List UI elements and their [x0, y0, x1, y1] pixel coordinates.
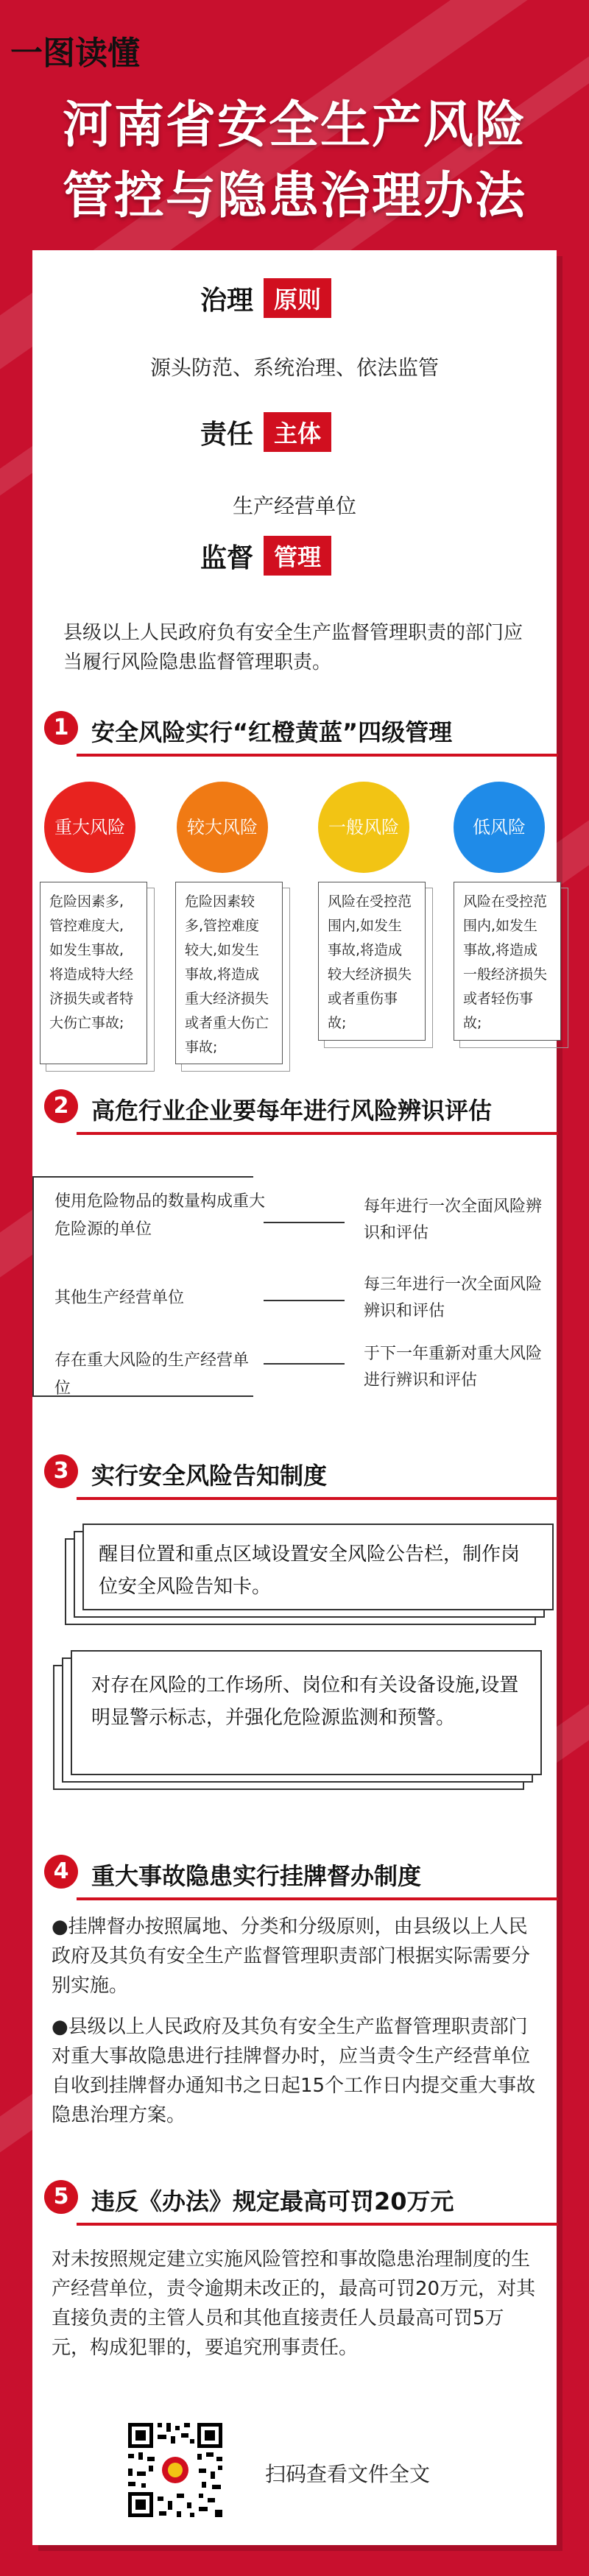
risk-level-large: 较大风险: [177, 782, 268, 873]
section-underline: [77, 1132, 558, 1135]
notice-card: [71, 1650, 542, 1775]
supervision-paragraph: ●挂牌督办按照属地、分类和分级原则，由县级以上人民政府及其负有安全生产监督管理职责部门根据实际需要分别实施。: [52, 1916, 531, 1997]
qr-caption: 扫码查看文件全文: [265, 2462, 431, 2486]
principle-label: 监督: [200, 542, 254, 573]
notice-card: [82, 1524, 554, 1610]
principle-text: 源头防范、系统治理、依法监管: [149, 355, 439, 380]
risk-level-general: 一般风险: [318, 782, 409, 873]
section-number: 1: [44, 711, 78, 745]
section-title: 实行安全风险告知制度: [91, 1462, 328, 1490]
section-title: 高危行业企业要每年进行风险辨识评估: [91, 1097, 493, 1125]
page-title-line1: 河南省安全生产风险: [62, 96, 526, 155]
risk-desc-large: 危险因素较多,管控难度较大,如发生事故,将造成重大经济损失或者重大伤亡事故;: [175, 882, 283, 1064]
notice-text: 醒目位置和重点区域设置安全风险公告栏，制作岗位安全风险告知卡。: [99, 1543, 521, 1598]
principle-text: 县级以上人民政府负有安全生产监督管理职责的部门应当履行风险隐患监督管理职责。: [63, 622, 523, 673]
section-number: 2: [44, 1089, 78, 1123]
risk-level-major: 重大风险: [44, 782, 135, 873]
connector-line: [264, 1300, 345, 1301]
principle-tag: 主体: [264, 412, 331, 452]
risk-desc-general: 风险在受控范围内,如发生事故,将造成较大经济损失或者重伤事故;: [318, 882, 426, 1041]
section-underline: [77, 1497, 558, 1500]
bracket-top: [32, 1176, 253, 1178]
principle-governance: [200, 278, 331, 318]
section-underline: [77, 754, 558, 757]
principle-tag: 原则: [264, 278, 331, 318]
risk-desc-major: 危险因素多,管控难度大,如发生事故,将造成特大经济损失或者特大伤亡事故;: [40, 882, 147, 1064]
connector-line: [264, 1363, 345, 1365]
page-title-line2: 管控与隐患治理办法: [62, 167, 526, 225]
supervision-paragraph: ●县级以上人民政府及其负有安全生产监督管理职责部门对重大事故隐患进行挂牌督办时，应当责令生产经营单位自收到挂牌督办通知书之日起15个工作日内提交重大事故隐患治理方案。: [52, 2016, 536, 2126]
section-title: 安全风险实行“红橙黄蓝”四级管理: [91, 718, 453, 746]
connector-line: [264, 1222, 345, 1223]
risk-level-low: 低风险: [454, 782, 545, 873]
section-underline: [77, 1897, 558, 1900]
assessment-unit: 存在重大风险的生产经营单位: [54, 1351, 250, 1398]
principle-responsibility: [200, 412, 331, 452]
penalty-paragraph: 对未按照规定建立实施风险管控和事故隐患治理制度的生产经营单位，责令逾期未改正的，最高可罚20万元，对其直接负责的主管人员和其他直接责任人员最高可罚5万元，构成犯罪的，要追究刑事责任。: [52, 2248, 536, 2359]
section-number: 3: [44, 1454, 78, 1488]
assessment-frequency: 每年进行一次全面风险辨识和评估: [364, 1197, 543, 1242]
section-title: 违反《办法》规定最高可罚20万元: [91, 2187, 454, 2215]
notice-text: 对存在风险的工作场所、岗位和有关设备设施,设置明显警示标志，并强化危险源监测和预警。: [91, 1674, 519, 1729]
assessment-unit: 其他生产经营单位: [54, 1289, 185, 1307]
principle-text: 生产经营单位: [232, 494, 356, 518]
principle-supervision: [200, 536, 331, 576]
assessment-frequency: 于下一年重新对重大风险进行辨识和评估: [364, 1345, 543, 1390]
bracket-line: [32, 1176, 34, 1395]
principle-tag: 管理: [264, 536, 331, 576]
principle-label: 责任: [200, 419, 254, 450]
qr-code-icon[interactable]: [125, 2420, 225, 2520]
principle-label: 治理: [200, 285, 254, 316]
assessment-frequency: 每三年进行一次全面风险辨识和评估: [364, 1275, 543, 1320]
brand-label: 一图读懂: [10, 35, 140, 72]
assessment-unit: 使用危险物品的数量构成重大危险源的单位: [54, 1192, 266, 1239]
risk-desc-low: 风险在受控范围内,如发生事故,将造成一般经济损失或者轻伤事故;: [454, 882, 561, 1041]
section-title: 重大事故隐患实行挂牌督办制度: [91, 1862, 422, 1890]
section-number: 5: [44, 2180, 78, 2214]
section-underline: [77, 2223, 558, 2226]
section-number: 4: [44, 1855, 78, 1889]
